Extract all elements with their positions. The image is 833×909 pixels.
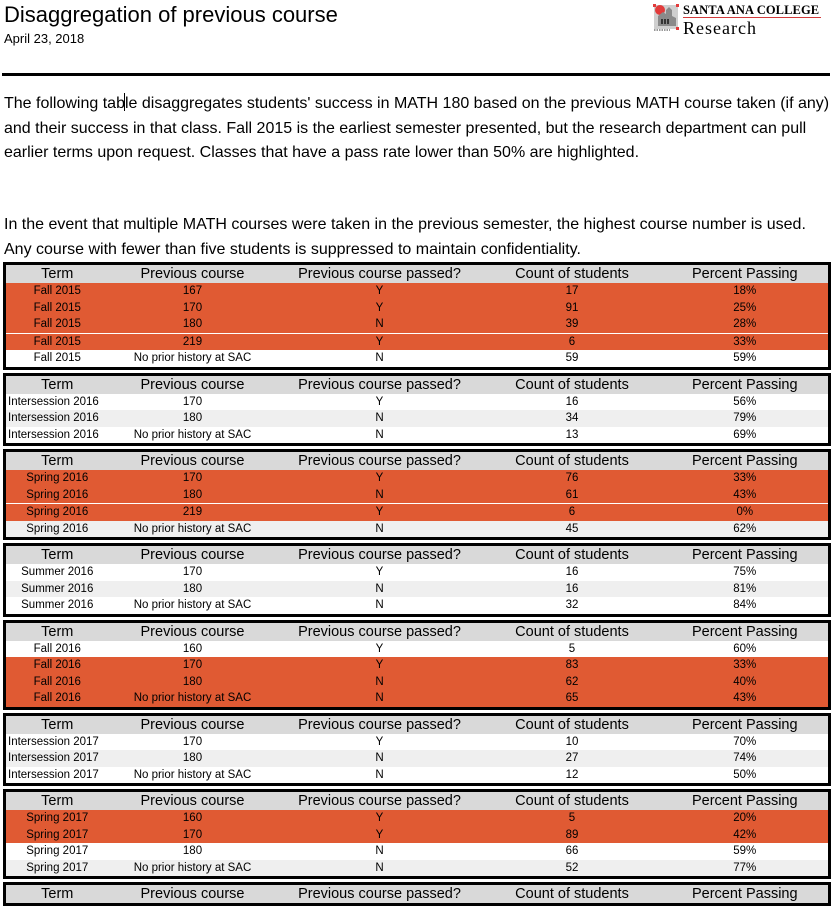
student-count-cell: 16 bbox=[483, 394, 662, 411]
santa-ana-college-research-logo bbox=[652, 2, 832, 36]
percent-header: Percent Passing bbox=[662, 884, 830, 905]
student-count-cell: 12 bbox=[483, 767, 662, 785]
percent-passing-cell: 25% bbox=[662, 300, 830, 317]
previous-passed-header: Previous course passed? bbox=[277, 374, 483, 394]
term-cell: Summer 2016 bbox=[5, 564, 109, 581]
previous-course-cell: 170 bbox=[109, 827, 277, 844]
previous-course-cell: 180 bbox=[109, 750, 277, 767]
percent-header: Percent Passing bbox=[662, 264, 830, 284]
percent-passing-cell: 77% bbox=[662, 860, 830, 878]
highlighted-table-row bbox=[5, 674, 830, 691]
highlighted-table-row bbox=[5, 690, 830, 708]
term-header: Term bbox=[5, 621, 109, 641]
percent-passing-cell: 18% bbox=[662, 283, 830, 300]
table-row bbox=[5, 564, 830, 581]
term-header: Term bbox=[5, 451, 109, 471]
intro-text-start: The following tab bbox=[4, 95, 125, 112]
term-group-table bbox=[3, 620, 831, 710]
percent-passing-cell: 59% bbox=[662, 843, 830, 860]
student-count-cell: 76 bbox=[483, 470, 662, 487]
percent-passing-cell: 20% bbox=[662, 810, 830, 827]
course-disaggregation-tables bbox=[3, 262, 828, 909]
previous-course-cell: No prior history at SAC bbox=[109, 427, 277, 445]
table-header-row bbox=[5, 714, 830, 734]
percent-passing-cell: 60% bbox=[662, 641, 830, 658]
table-header-row bbox=[5, 545, 830, 565]
previous-passed-header: Previous course passed? bbox=[277, 264, 483, 284]
table-row bbox=[5, 734, 830, 751]
previous-course-cell: 170 bbox=[109, 394, 277, 411]
table-row bbox=[5, 581, 830, 598]
percent-header: Percent Passing bbox=[662, 374, 830, 394]
term-cell: Spring 2017 bbox=[5, 810, 109, 827]
previous-course-cell: No prior history at SAC bbox=[109, 690, 277, 708]
percent-passing-cell: 74% bbox=[662, 750, 830, 767]
student-count-cell: 91 bbox=[483, 300, 662, 317]
previous-passed-cell: Y bbox=[277, 810, 483, 827]
term-group-table bbox=[3, 262, 831, 370]
percent-header: Percent Passing bbox=[662, 714, 830, 734]
term-group-table bbox=[3, 373, 831, 447]
intro-text-rest: le disaggregates students' success in MATH 180 based on the previous MATH course taken (if any) and their success in that class. Fall 2015 is the earliest semester presented, but the research department can pull earlier terms upon request. Classes that have a pass rate lower than 50% are highlighted. bbox=[4, 95, 830, 161]
term-cell: Fall 2016 bbox=[5, 641, 109, 658]
term-cell: Intersession 2017 bbox=[5, 734, 109, 751]
previous-passed-cell: N bbox=[277, 674, 483, 691]
table-row bbox=[5, 427, 830, 445]
student-count-cell: 62 bbox=[483, 674, 662, 691]
previous-course-cell: 167 bbox=[109, 283, 277, 300]
percent-passing-cell: 69% bbox=[662, 427, 830, 445]
percent-header: Percent Passing bbox=[662, 545, 830, 565]
table-row bbox=[5, 597, 830, 615]
percent-passing-cell: 59% bbox=[662, 350, 830, 368]
previous-course-header: Previous course bbox=[109, 451, 277, 471]
percent-passing-cell: 33% bbox=[662, 333, 830, 350]
student-count-cell: 83 bbox=[483, 657, 662, 674]
previous-course-cell: 170 bbox=[109, 300, 277, 317]
percent-passing-cell: 0% bbox=[662, 504, 830, 521]
percent-passing-cell: 70% bbox=[662, 734, 830, 751]
table-row bbox=[5, 767, 830, 785]
student-count-cell: 32 bbox=[483, 597, 662, 615]
page-title: Disaggregation of previous course bbox=[4, 2, 338, 27]
previous-passed-cell: Y bbox=[277, 657, 483, 674]
previous-course-cell: No prior history at SAC bbox=[109, 860, 277, 878]
table-row bbox=[5, 394, 830, 411]
term-cell: Spring 2016 bbox=[5, 487, 109, 504]
student-count-cell: 89 bbox=[483, 827, 662, 844]
previous-passed-cell: N bbox=[277, 690, 483, 708]
previous-course-cell: 170 bbox=[109, 564, 277, 581]
term-cell: Intersession 2016 bbox=[5, 410, 109, 427]
previous-course-cell: No prior history at SAC bbox=[109, 597, 277, 615]
previous-course-cell: 180 bbox=[109, 581, 277, 598]
previous-passed-cell: N bbox=[277, 767, 483, 785]
student-count-cell: 6 bbox=[483, 333, 662, 350]
previous-course-cell: 180 bbox=[109, 316, 277, 333]
count-header: Count of students bbox=[483, 791, 662, 811]
previous-course-cell: 219 bbox=[109, 333, 277, 350]
term-cell: Spring 2016 bbox=[5, 504, 109, 521]
header-divider bbox=[2, 73, 830, 76]
logo-college-name: SANTA ANA COLLEGE bbox=[683, 3, 820, 17]
highlighted-table-row bbox=[5, 333, 830, 350]
previous-course-header: Previous course bbox=[109, 264, 277, 284]
previous-course-cell: No prior history at SAC bbox=[109, 350, 277, 368]
table-row bbox=[5, 860, 830, 878]
logo-research-label: Research bbox=[683, 18, 757, 38]
table-header-row bbox=[5, 374, 830, 394]
percent-passing-cell: 43% bbox=[662, 690, 830, 708]
previous-course-header: Previous course bbox=[109, 714, 277, 734]
previous-passed-cell: N bbox=[277, 597, 483, 615]
student-count-cell: 34 bbox=[483, 410, 662, 427]
previous-passed-cell: Y bbox=[277, 504, 483, 521]
highlighted-table-row bbox=[5, 300, 830, 317]
term-group-table bbox=[3, 713, 831, 787]
highlighted-table-row bbox=[5, 470, 830, 487]
previous-course-cell: 160 bbox=[109, 810, 277, 827]
percent-passing-cell: 62% bbox=[662, 521, 830, 539]
student-count-cell: 27 bbox=[483, 750, 662, 767]
student-count-cell: 66 bbox=[483, 843, 662, 860]
previous-course-cell: 170 bbox=[109, 657, 277, 674]
count-header: Count of students bbox=[483, 545, 662, 565]
table-row bbox=[5, 750, 830, 767]
count-header: Count of students bbox=[483, 714, 662, 734]
percent-passing-cell: 28% bbox=[662, 316, 830, 333]
term-cell: Spring 2016 bbox=[5, 521, 109, 539]
term-header: Term bbox=[5, 545, 109, 565]
previous-passed-cell: N bbox=[277, 521, 483, 539]
percent-header: Percent Passing bbox=[662, 451, 830, 471]
previous-course-header: Previous course bbox=[109, 374, 277, 394]
previous-course-header: Previous course bbox=[109, 884, 277, 905]
previous-passed-cell: N bbox=[277, 350, 483, 368]
intro-paragraph bbox=[4, 92, 832, 166]
term-cell: Fall 2016 bbox=[5, 674, 109, 691]
previous-passed-cell: N bbox=[277, 487, 483, 504]
term-cell: Intersession 2016 bbox=[5, 394, 109, 411]
student-count-cell: 6 bbox=[483, 504, 662, 521]
highlighted-table-row bbox=[5, 810, 830, 827]
percent-passing-cell: 75% bbox=[662, 564, 830, 581]
previous-passed-cell: Y bbox=[277, 300, 483, 317]
previous-course-cell: 170 bbox=[109, 470, 277, 487]
highlighted-table-row bbox=[5, 827, 830, 844]
term-header: Term bbox=[5, 374, 109, 394]
previous-passed-header: Previous course passed? bbox=[277, 714, 483, 734]
student-count-cell: 10 bbox=[483, 734, 662, 751]
previous-passed-cell: Y bbox=[277, 283, 483, 300]
previous-passed-cell: N bbox=[277, 843, 483, 860]
previous-course-cell: 219 bbox=[109, 504, 277, 521]
previous-course-cell: 180 bbox=[109, 487, 277, 504]
previous-passed-cell: Y bbox=[277, 641, 483, 658]
previous-course-header: Previous course bbox=[109, 545, 277, 565]
previous-passed-cell: N bbox=[277, 316, 483, 333]
student-count-cell: 65 bbox=[483, 690, 662, 708]
term-cell: Intersession 2017 bbox=[5, 767, 109, 785]
table-header-row bbox=[5, 791, 830, 811]
previous-course-header: Previous course bbox=[109, 621, 277, 641]
previous-course-cell: 180 bbox=[109, 843, 277, 860]
previous-course-cell: 180 bbox=[109, 410, 277, 427]
previous-passed-cell: N bbox=[277, 860, 483, 878]
student-count-cell: 52 bbox=[483, 860, 662, 878]
term-cell: Intersession 2016 bbox=[5, 427, 109, 445]
table-row bbox=[5, 843, 830, 860]
previous-passed-header: Previous course passed? bbox=[277, 791, 483, 811]
student-count-cell: 5 bbox=[483, 641, 662, 658]
highlighted-table-row bbox=[5, 283, 830, 300]
term-header: Term bbox=[5, 714, 109, 734]
previous-passed-cell: Y bbox=[277, 394, 483, 411]
student-count-cell: 61 bbox=[483, 487, 662, 504]
table-row bbox=[5, 521, 830, 539]
term-cell: Fall 2015 bbox=[5, 283, 109, 300]
previous-passed-cell: Y bbox=[277, 333, 483, 350]
percent-header: Percent Passing bbox=[662, 791, 830, 811]
highlighted-table-row bbox=[5, 657, 830, 674]
term-header: Term bbox=[5, 791, 109, 811]
term-cell: Fall 2015 bbox=[5, 333, 109, 350]
report-date: April 23, 2018 bbox=[4, 31, 85, 46]
term-cell: Spring 2017 bbox=[5, 860, 109, 878]
table-header-row bbox=[5, 451, 830, 471]
college-building-icon bbox=[652, 2, 680, 32]
percent-header: Percent Passing bbox=[662, 621, 830, 641]
highlighted-table-row bbox=[5, 316, 830, 333]
previous-course-cell: 160 bbox=[109, 641, 277, 658]
previous-passed-header: Previous course passed? bbox=[277, 621, 483, 641]
previous-passed-cell: Y bbox=[277, 470, 483, 487]
table-header-row bbox=[5, 621, 830, 641]
student-count-cell: 5 bbox=[483, 810, 662, 827]
term-group-table bbox=[3, 543, 831, 617]
term-header: Term bbox=[5, 884, 109, 905]
previous-course-header: Previous course bbox=[109, 791, 277, 811]
previous-passed-cell: N bbox=[277, 427, 483, 445]
confidentiality-paragraph: In the event that multiple MATH courses were taken in the previous semester, the highest course number is used. Any course with fewer than five students is suppressed to maintain confidentiality. bbox=[4, 216, 806, 258]
term-cell: Spring 2017 bbox=[5, 827, 109, 844]
previous-course-cell: 180 bbox=[109, 674, 277, 691]
student-count-cell: 16 bbox=[483, 564, 662, 581]
term-cell: Fall 2016 bbox=[5, 690, 109, 708]
highlighted-table-row bbox=[5, 504, 830, 521]
previous-passed-header: Previous course passed? bbox=[277, 545, 483, 565]
student-count-cell: 39 bbox=[483, 316, 662, 333]
count-header: Count of students bbox=[483, 884, 662, 905]
previous-passed-cell: Y bbox=[277, 827, 483, 844]
previous-passed-cell: Y bbox=[277, 734, 483, 751]
table-header-row bbox=[5, 884, 830, 905]
previous-passed-header: Previous course passed? bbox=[277, 884, 483, 905]
term-cell: Spring 2017 bbox=[5, 843, 109, 860]
percent-passing-cell: 81% bbox=[662, 581, 830, 598]
student-count-cell: 17 bbox=[483, 283, 662, 300]
count-header: Count of students bbox=[483, 374, 662, 394]
student-count-cell: 59 bbox=[483, 350, 662, 368]
previous-passed-cell: N bbox=[277, 750, 483, 767]
student-count-cell: 45 bbox=[483, 521, 662, 539]
percent-passing-cell: 33% bbox=[662, 657, 830, 674]
highlighted-table-row bbox=[5, 487, 830, 504]
previous-passed-cell: N bbox=[277, 581, 483, 598]
previous-course-cell: No prior history at SAC bbox=[109, 767, 277, 785]
term-cell: Fall 2016 bbox=[5, 657, 109, 674]
table-header-row bbox=[5, 264, 830, 284]
percent-passing-cell: 43% bbox=[662, 487, 830, 504]
percent-passing-cell: 40% bbox=[662, 674, 830, 691]
term-cell: Spring 2016 bbox=[5, 470, 109, 487]
previous-passed-cell: Y bbox=[277, 564, 483, 581]
term-cell: Summer 2016 bbox=[5, 597, 109, 615]
percent-passing-cell: 56% bbox=[662, 394, 830, 411]
percent-passing-cell: 42% bbox=[662, 827, 830, 844]
term-group-table bbox=[3, 449, 831, 540]
student-count-cell: 16 bbox=[483, 581, 662, 598]
previous-course-cell: No prior history at SAC bbox=[109, 521, 277, 539]
previous-passed-header: Previous course passed? bbox=[277, 451, 483, 471]
table-row bbox=[5, 410, 830, 427]
table-row bbox=[5, 350, 830, 368]
term-cell: Fall 2015 bbox=[5, 300, 109, 317]
percent-passing-cell: 50% bbox=[662, 767, 830, 785]
student-count-cell: 13 bbox=[483, 427, 662, 445]
term-cell: Intersession 2017 bbox=[5, 750, 109, 767]
table-row bbox=[5, 641, 830, 658]
count-header: Count of students bbox=[483, 264, 662, 284]
count-header: Count of students bbox=[483, 621, 662, 641]
percent-passing-cell: 79% bbox=[662, 410, 830, 427]
term-header: Term bbox=[5, 264, 109, 284]
count-header: Count of students bbox=[483, 451, 662, 471]
percent-passing-cell: 33% bbox=[662, 470, 830, 487]
previous-passed-cell: N bbox=[277, 410, 483, 427]
term-group-table bbox=[3, 882, 831, 906]
percent-passing-cell: 84% bbox=[662, 597, 830, 615]
term-cell: Fall 2015 bbox=[5, 350, 109, 368]
term-group-table bbox=[3, 789, 831, 879]
term-cell: Summer 2016 bbox=[5, 581, 109, 598]
previous-course-cell: 170 bbox=[109, 734, 277, 751]
term-cell: Fall 2015 bbox=[5, 316, 109, 333]
